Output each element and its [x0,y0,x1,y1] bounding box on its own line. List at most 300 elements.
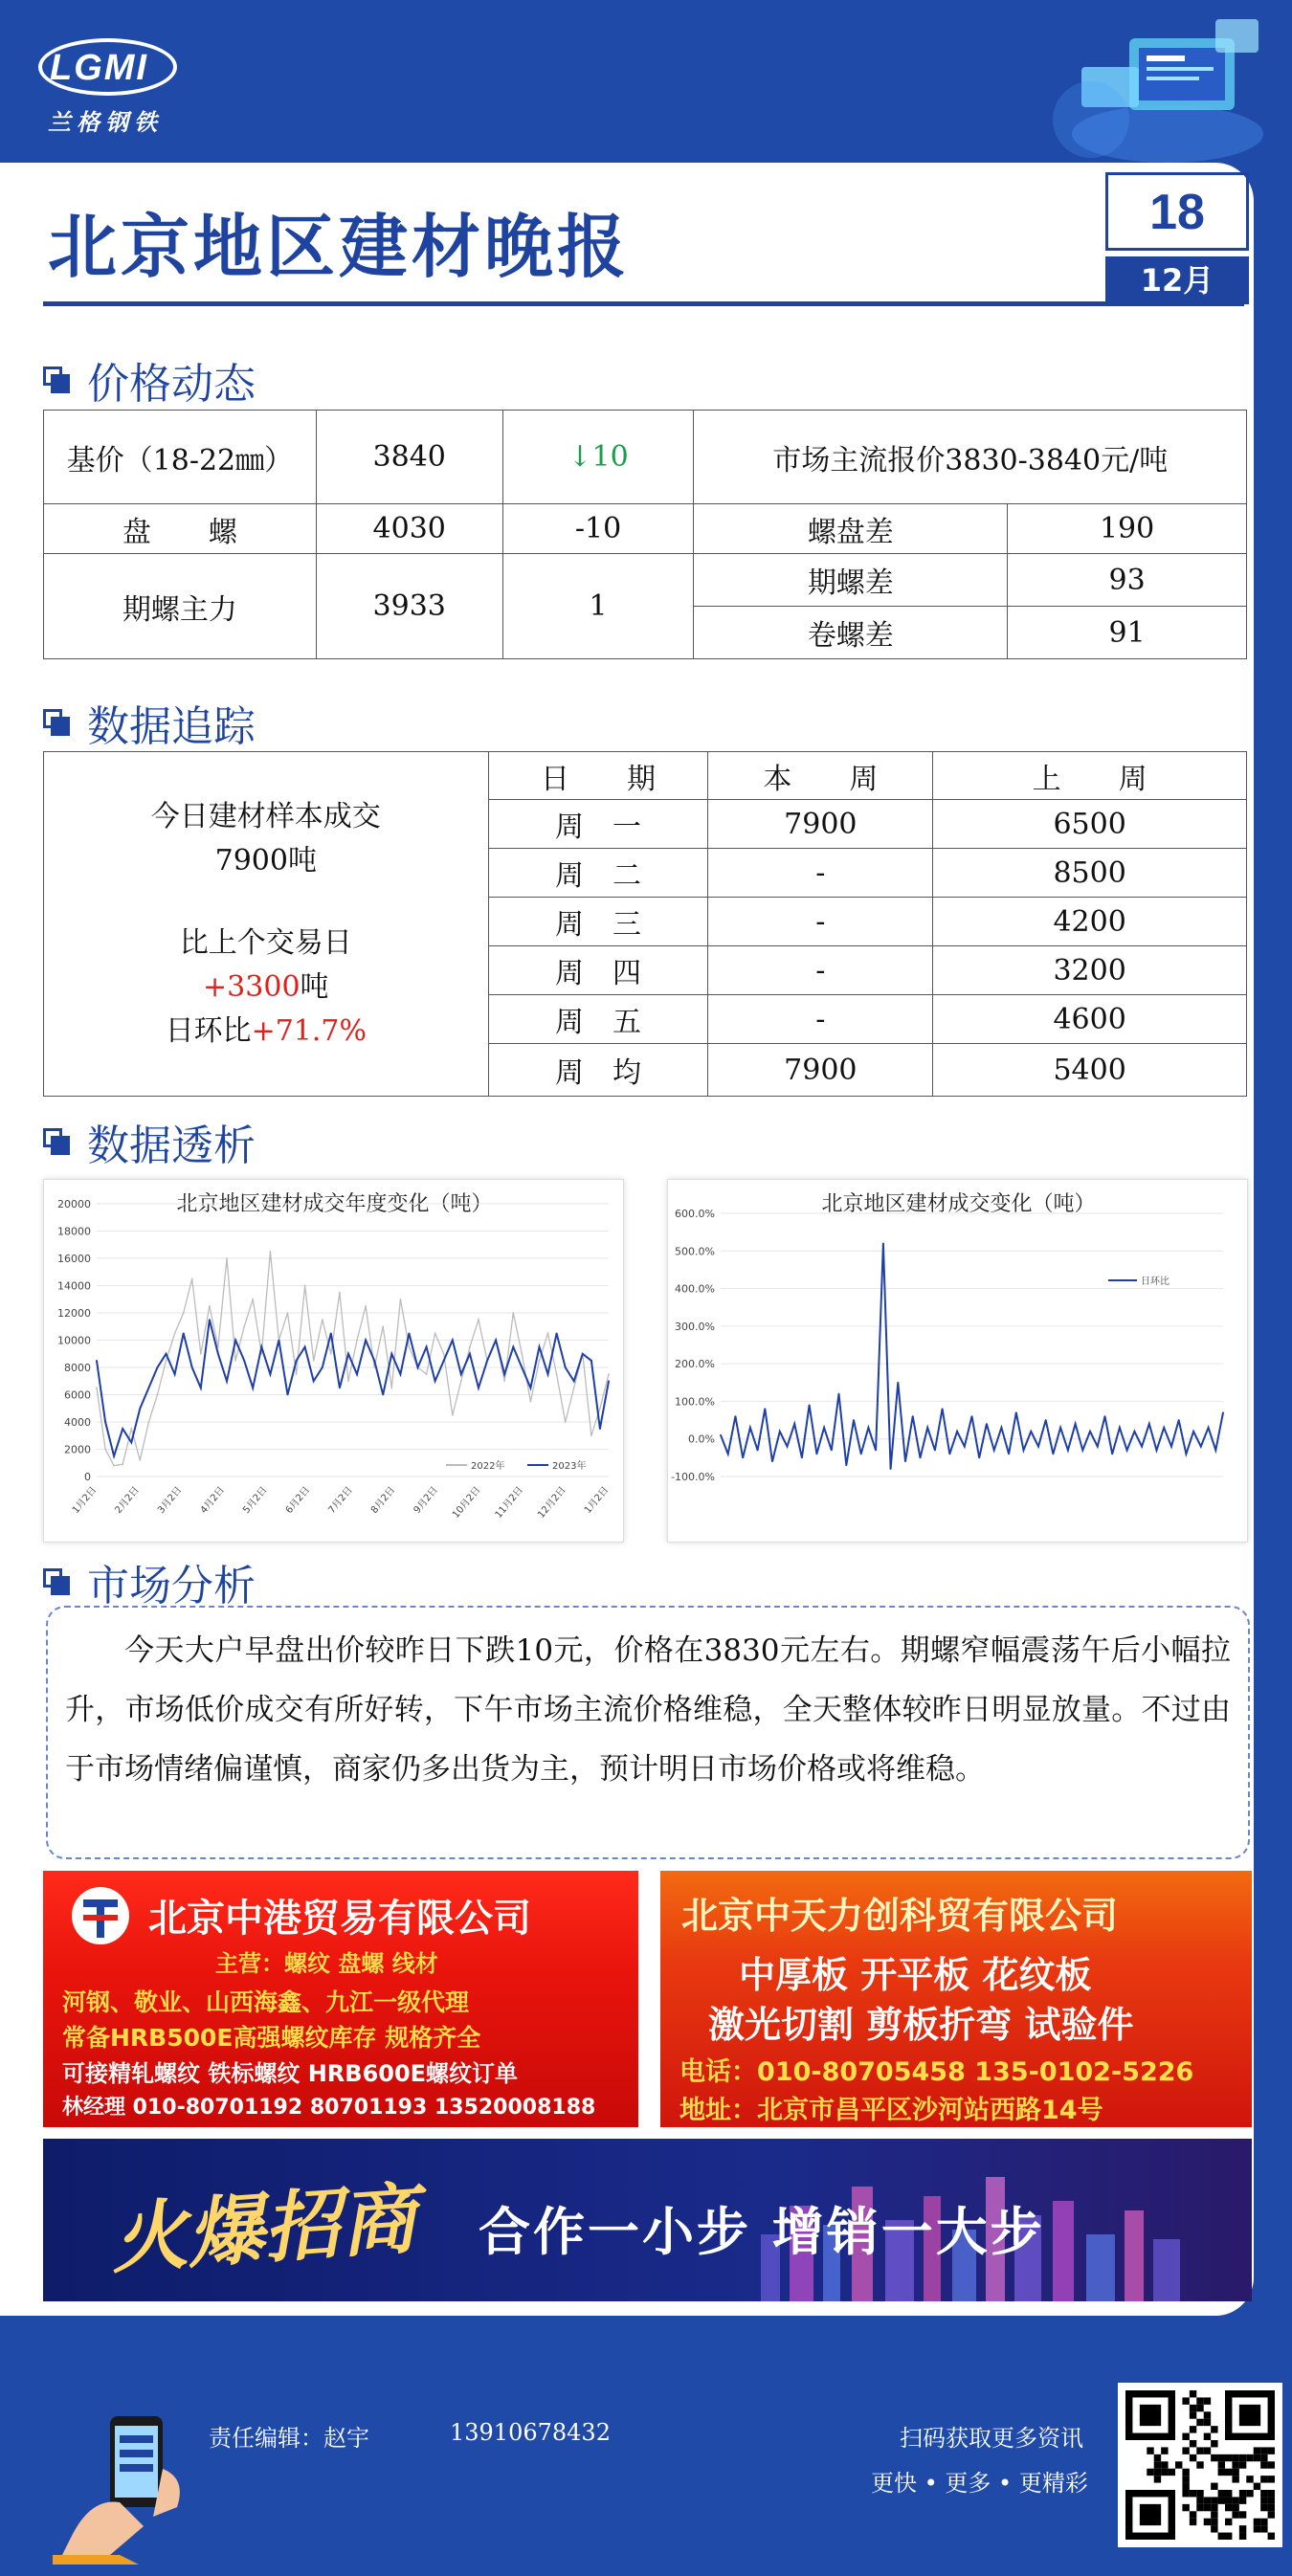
data-point [1156,1450,1158,1452]
data-point [330,1353,332,1355]
data-point [417,1366,419,1368]
qr-module [1182,2433,1189,2440]
data-point [409,1346,411,1348]
qr-module [1260,2476,1267,2482]
section-market-header [43,1558,256,1610]
y-tick-label: 8000 [64,1362,91,1374]
data-point [1008,1454,1010,1455]
data-point [503,1373,505,1375]
price-name: 期螺主力 [44,554,317,659]
qr-module [1218,2490,1225,2497]
data-point [243,1360,245,1362]
data-point [234,1340,236,1342]
qr-module [1196,2447,1203,2454]
x-tick-label: 12月2日 [536,1484,568,1521]
data-point [599,1408,601,1410]
qr-module [1175,2461,1182,2468]
y-tick-label: 14000 [57,1279,91,1293]
data-point [831,1450,833,1452]
qr-module [1218,2461,1225,2468]
qr-module [1211,2483,1217,2490]
price-change: 1 [502,554,694,659]
data-point [1067,1450,1069,1452]
data-point [243,1325,245,1327]
data-point [1053,1454,1055,1455]
qr-module [1204,2519,1211,2525]
spread-value: 190 [1008,504,1247,554]
data-point [356,1373,358,1375]
ad3-left-slogan: 火爆招商 [107,2172,420,2285]
last-week-cell: 4200 [933,898,1247,946]
day-cell: 周 一 [488,800,708,849]
x-tick-label: 3月2日 [155,1484,185,1517]
data-point [347,1353,349,1355]
data-point [96,1360,98,1362]
data-point [875,1450,877,1452]
data-point [330,1332,332,1334]
data-point [503,1380,505,1382]
data-point [495,1340,497,1342]
qr-module [1260,2447,1267,2454]
qr-module [1182,2469,1189,2476]
data-point [556,1332,558,1334]
data-point [573,1380,575,1382]
data-point [727,1454,729,1455]
data-point [452,1414,454,1416]
data-point [390,1353,392,1355]
data-point [897,1382,899,1384]
data-point [148,1387,150,1388]
qr-module [1196,2461,1203,2468]
data-point [1059,1427,1061,1429]
data-point [512,1312,514,1314]
data-point [209,1319,211,1321]
qr-module [1161,2469,1168,2476]
data-point [373,1366,375,1368]
qr-module [1169,2469,1175,2476]
qr-module [1154,2454,1161,2461]
data-point [313,1360,315,1362]
data-point [373,1360,375,1362]
ad1-main: 主营：螺纹 盘螺 线材 [215,1950,438,1977]
chart-title: 北京地区建材成交年度变化（吨） [176,1192,493,1216]
qr-module [1254,2519,1260,2525]
data-point [529,1401,531,1403]
spread-value: 91 [1008,607,1247,659]
column-header: 日 期 [488,752,708,800]
data-point [1075,1423,1077,1425]
last-week-cell: 4600 [933,995,1247,1044]
qr-module [1225,2533,1232,2540]
y-tick-label: 12000 [57,1307,91,1320]
data-point [148,1421,150,1423]
annual-volume-chart-svg [44,1180,625,1543]
ad2-line4: 地址：北京市昌平区沙河站西路14号 [679,2096,1103,2125]
qr-module [1211,2497,1217,2503]
qr-module [1182,2490,1189,2497]
data-point [322,1319,323,1321]
data-point [426,1346,428,1348]
day-cell: 周 四 [488,946,708,995]
data-point [845,1464,847,1466]
data-point [339,1387,341,1388]
data-point [547,1373,549,1375]
data-point [599,1428,601,1430]
price-name: 基价（18-22㎜） [44,411,317,504]
qr-module [1190,2454,1196,2461]
ad2-line3: 电话：010-80705458 135-0102-5226 [679,2057,1194,2087]
qr-module [1196,2490,1203,2497]
data-point [365,1340,367,1342]
price-value: 4030 [316,504,502,554]
data-point [573,1387,575,1388]
data-point [365,1305,367,1307]
qr-module [1147,2469,1153,2476]
daily-change-chart-svg [668,1180,1249,1543]
data-point [978,1456,980,1458]
data-point [749,1427,751,1429]
qr-module [1260,2490,1267,2497]
data-point [764,1408,766,1410]
legend-label: 日环比 [1141,1277,1169,1287]
day-cell: 周 三 [488,898,708,946]
logo-cn-text: 兰格钢铁 [48,108,163,136]
data-point [382,1325,384,1327]
section-analysis-title: 数据透析 [87,1121,256,1170]
data-point [904,1460,906,1462]
data-point [486,1360,488,1362]
qr-module [1196,2504,1203,2511]
data-point [1141,1446,1143,1448]
x-tick-label: 8月2日 [368,1484,398,1517]
qr-module [1246,2476,1253,2482]
data-point [1170,1446,1172,1448]
data-point [166,1353,167,1355]
qr-module [1232,2504,1238,2511]
this-week-cell: 7900 [708,800,933,849]
phone-hand-icon [53,2411,206,2565]
data-point [942,1408,944,1410]
title-underline [43,301,1244,306]
qr-module [1182,2447,1189,2454]
qr-module [1196,2419,1203,2426]
qr-module [1268,2476,1275,2482]
data-point [226,1380,228,1382]
data-point [200,1387,202,1388]
data-point [801,1456,803,1458]
brand-logo [38,29,182,134]
qr-module [1254,2525,1260,2532]
data-point [926,1427,928,1429]
section-analysis-header [43,1118,256,1170]
data-point [382,1394,384,1396]
this-week-cell: 7900 [708,1044,933,1097]
qr-module [1190,2519,1196,2525]
data-point [287,1394,289,1396]
data-point [469,1353,471,1355]
qr-module [1161,2447,1168,2454]
slogan-text: 更快 • 更多 • 更精彩 [871,2470,1088,2497]
tech-illustration-icon [1024,10,1273,172]
data-point [269,1373,271,1375]
ratio-value: +71.7% [251,1013,368,1048]
qr-module [1239,2533,1246,2540]
data-point [757,1450,759,1452]
data-point [278,1340,280,1342]
qr-module [1196,2497,1203,2503]
qr-module [1239,2497,1246,2503]
qr-module [1204,2397,1211,2404]
qr-module [1254,2483,1260,2490]
qr-module [1232,2497,1238,2503]
data-point [399,1299,401,1300]
data-point [122,1428,123,1430]
data-point [547,1332,549,1334]
section-price-title: 价格动态 [87,360,256,409]
data-point [174,1332,176,1334]
data-point [304,1285,306,1287]
x-tick-label: 6月2日 [283,1484,313,1517]
qr-module [1225,2497,1232,2503]
date-month: 12月 [1105,256,1249,304]
qr-module [1268,2490,1275,2497]
ratio-label: 日环比 [165,1013,252,1048]
data-point [478,1319,479,1321]
data-point [347,1380,349,1382]
data-point [217,1346,219,1348]
data-point [157,1366,159,1368]
qr-module [1204,2447,1211,2454]
section-price-header [43,356,256,409]
tracking-table [43,751,1247,1097]
ad-banner-zhongtianli[interactable] [660,1871,1252,2127]
data-point [296,1373,298,1375]
data-point [521,1366,523,1368]
last-week-cell: 8500 [933,849,1247,898]
ad2-line2: 激光切割 剪板折弯 试验件 [708,2004,1134,2046]
data-point [113,1455,115,1457]
qr-module [1204,2419,1211,2426]
data-point [469,1346,471,1348]
data-point [1214,1450,1216,1452]
qr-module [1239,2511,1246,2518]
x-tick-label: 1月2日 [582,1484,612,1517]
qr-module [1182,2397,1189,2404]
qr-module [1246,2490,1253,2497]
data-point [113,1465,115,1467]
compare-line1: 比上个交易日 [179,925,352,960]
data-point [890,1468,892,1470]
editor-phone: 13910678432 [450,2419,611,2446]
table-row [44,554,1247,607]
this-week-cell: - [708,898,933,946]
ad-banner-zhonggang[interactable] [43,1871,638,2127]
x-tick-label: 7月2日 [326,1484,355,1517]
x-tick-label: 2月2日 [113,1484,142,1517]
data-point [122,1463,123,1465]
qr-module [1190,2440,1196,2447]
y-tick-label: 0.0% [688,1432,715,1446]
qr-module [1190,2390,1196,2397]
spread-label: 卷螺差 [694,607,1008,659]
data-point [771,1460,773,1462]
data-point [443,1360,445,1362]
qr-module [1218,2454,1225,2461]
data-point [853,1419,855,1421]
ad1-line3: 可接精轧螺纹 铁标螺纹 HRB600E螺纹订单 [62,2060,519,2087]
annual-volume-chart [43,1179,624,1543]
summary-line1: 今日建材样本成交 [150,799,381,833]
price-value: 3933 [316,554,502,659]
data-point [1119,1427,1121,1429]
data-point [956,1431,958,1432]
qr-module [1260,2519,1267,2525]
data-point [986,1423,988,1425]
data-point [823,1427,825,1429]
data-point [529,1387,531,1388]
data-point [608,1373,610,1375]
data-point [478,1387,479,1388]
data-point [157,1394,159,1396]
data-point [1192,1431,1194,1432]
y-tick-label: 4000 [64,1416,91,1429]
qr-module [1182,2504,1189,2511]
data-point [130,1428,132,1430]
data-point [434,1380,436,1382]
day-cell: 周 均 [488,1044,708,1097]
data-point [964,1446,966,1448]
ad-banner-recruit[interactable] [43,2139,1252,2301]
data-point [539,1360,541,1362]
data-point [1222,1411,1224,1413]
qr-finder [1239,2405,1260,2426]
tracking-summary [44,752,489,1097]
data-point [720,1434,722,1436]
data-point [1037,1446,1039,1448]
qr-module [1182,2476,1189,2482]
qr-module [1225,2454,1232,2461]
data-point [252,1387,254,1388]
qr-module [1190,2511,1196,2518]
qr-module [1218,2497,1225,2503]
qr-module [1211,2511,1217,2518]
data-point [409,1332,411,1334]
data-point [166,1360,167,1362]
x-tick-label: 10月2日 [450,1484,483,1521]
y-tick-label: 300.0% [675,1320,715,1333]
legend-label: 2023年 [552,1461,587,1472]
y-tick-label: 400.0% [675,1282,715,1296]
x-tick-label: 1月2日 [70,1484,100,1517]
data-point [1104,1415,1106,1417]
y-tick-label: 10000 [57,1334,91,1347]
qr-code[interactable] [1118,2383,1282,2547]
data-point [742,1456,744,1458]
x-tick-label: 11月2日 [493,1484,526,1521]
data-point [296,1360,298,1362]
data-point [104,1449,106,1451]
data-point [304,1346,306,1348]
market-analysis-text: 今天大户早盘出价较昨日下跌10元，价格在3830元左右。期螺窄幅震荡午后小幅拉升，市场低价成交有所好转，下午市场主流价格维稳，全天整体较昨日明显放量。不过由于市场情绪偏谨慎，商家仍多出货为主，预计明日市场价格或将维稳。 [46,1606,1250,1859]
data-point [434,1332,436,1334]
data-point [993,1450,995,1452]
qr-module [1190,2405,1196,2411]
qr-module [1268,2461,1275,2468]
logo-text: LGMI [50,48,148,88]
data-point [339,1292,341,1294]
data-point [460,1373,462,1375]
section-square-icon [43,709,70,736]
data-point [971,1415,973,1417]
qr-module [1260,2504,1267,2511]
page-title: 北京地区建材晚报 [48,206,631,287]
qr-module [1260,2454,1267,2461]
data-point [1089,1431,1091,1432]
day-cell: 周 五 [488,995,708,1044]
qr-module [1268,2504,1275,2511]
qr-module [1260,2497,1267,2503]
data-point [565,1366,567,1368]
y-tick-label: 600.0% [675,1208,715,1220]
qr-module [1232,2461,1238,2468]
qr-module [1182,2483,1189,2490]
data-point [1133,1431,1135,1432]
qr-module [1225,2469,1232,2476]
qr-module [1232,2469,1238,2476]
qr-module [1190,2490,1196,2497]
data-point [287,1312,289,1314]
last-week-cell: 5400 [933,1044,1247,1097]
data-point [1126,1450,1128,1452]
data-point [779,1431,781,1432]
data-point [809,1404,811,1406]
data-point [787,1446,789,1448]
data-point [1000,1427,1002,1429]
data-point [217,1353,219,1355]
data-point [868,1427,870,1429]
data-point [1097,1446,1099,1448]
y-tick-label: -100.0% [671,1471,715,1483]
data-point [815,1454,817,1455]
ad3-right-slogan: 合作一小步 增销一大步 [479,2202,1045,2262]
x-tick-label: 9月2日 [412,1484,440,1517]
column-header: 本 周 [708,752,933,800]
data-point [912,1415,914,1417]
compare-value: +3300 [203,969,301,1004]
data-point [882,1243,884,1245]
data-point [590,1360,592,1362]
qr-module [1154,2461,1161,2468]
data-point [209,1305,211,1307]
qr-module [1204,2411,1211,2418]
data-point [234,1360,236,1362]
qr-module [1232,2511,1238,2518]
data-point [191,1277,193,1279]
y-tick-label: 16000 [57,1253,91,1265]
editor-label: 责任编辑：赵宇 [209,2425,369,2452]
day-cell: 周 二 [488,849,708,898]
data-point [139,1408,141,1410]
this-week-cell: - [708,995,933,1044]
data-point [426,1373,428,1375]
data-point [521,1353,523,1355]
data-point [1163,1427,1165,1429]
data-point [582,1353,584,1355]
y-tick-label: 20000 [57,1198,91,1210]
this-week-cell: - [708,849,933,898]
column-header: 上 周 [933,752,1247,800]
qr-module [1211,2440,1217,2447]
